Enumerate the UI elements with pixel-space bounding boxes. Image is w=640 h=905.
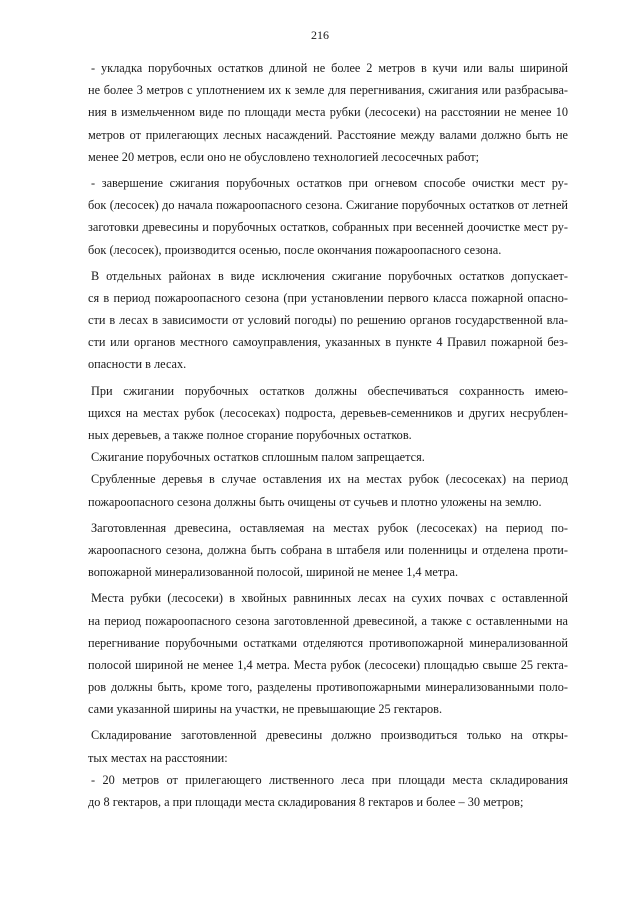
page-number: 216	[311, 28, 329, 42]
text-line: сти или органов местного самоуправления, указанных в пункте 4 Правил пожарной без-	[88, 335, 568, 350]
text-line: на период пожароопасного сезона заготовленной древесиной, а также с оставленными на	[88, 613, 568, 628]
paragraph	[88, 468, 568, 512]
text-line: сами указанной ширины на участки, не превышающие 25 гектаров.	[88, 702, 443, 717]
text-line: - завершение сжигания порубочных остатков при огневом способе очистки мест ру-	[91, 175, 568, 190]
paragraph	[88, 769, 568, 813]
text-line: бок (лесосек), производится осенью, после окончания пожароопасного сезона.	[88, 242, 502, 257]
paragraph	[88, 57, 568, 168]
text-line: В отдельных районах в виде исключения сжигание порубочных остатков допускает-	[91, 268, 568, 283]
paragraph	[88, 446, 568, 468]
text-line: полосой шириной не менее 1,4 метра. Места рубок (лесосеки) площадью свыше 25 гекта-	[88, 657, 568, 672]
text-line: щихся на местах рубок (лесосеках) подроста, деревьев-семенников и других несрублен-	[88, 405, 568, 420]
text-line: Сжигание порубочных остатков сплошным палом запрещается.	[91, 450, 425, 465]
paragraph	[88, 380, 568, 447]
text-line: Складирование заготовленной древесины должно производиться только на откры-	[91, 728, 568, 743]
text-line: менее 20 метров, если оно не обусловлено технологией лесосечных работ;	[88, 149, 480, 164]
paragraph	[88, 517, 568, 584]
text-line: сти в лесах в зависимости от условий погоды) по решению органов государственной вла-	[88, 313, 568, 328]
text-line: ния в измельченном виде по площади места рубки (лесосеки) на расстоянии не менее 10	[88, 105, 568, 120]
text-line: не более 3 метров с уплотнением их к земле для перегнивания, сжигания или разбрасыва-	[88, 83, 568, 98]
text-line: жароопасного сезона, должна быть собрана в штабеля или поленницы и отделена проти-	[88, 542, 568, 557]
paragraph	[88, 724, 568, 768]
text-line: перегнивание порубочными остатками отделяются противопожарной минерализованной	[88, 635, 568, 650]
paragraph	[88, 265, 568, 376]
text-line: вопожарной минерализованной полосой, шириной не менее 1,4 метра.	[88, 565, 459, 580]
text-line: - укладка порубочных остатков длиной не более 2 метров в кучи или валы шириной	[91, 61, 568, 75]
text-line: метров от прилегающих лесных насаждений. Расстояние между валами должно быть не	[88, 127, 568, 142]
text-line: пожароопасного сезона должны быть очищены от сучьев и плотно уложены на землю.	[88, 494, 542, 509]
text-line: бок (лесосек) до начала пожароопасного сезона. Сжигание порубочных остатков от летней	[88, 198, 568, 213]
text-line: Места рубки (лесосеки) в хвойных равнинных лесах на сухих почвах с оставленной	[91, 591, 568, 606]
paragraph	[88, 587, 568, 720]
text-line: При сжигании порубочных остатков должны обеспечиваться сохранность имею-	[91, 383, 568, 398]
paragraph	[88, 172, 568, 261]
text-line: ров должны быть, кроме того, разделены противопожарными минерализованными поло-	[88, 680, 568, 695]
text-line: ных деревьев, а также полное сгорание порубочных остатков.	[88, 428, 412, 442]
text-line: ся в период пожароопасного сезона (при установлении первого класса пожарной опасно-	[88, 290, 568, 305]
document-body	[88, 57, 568, 813]
text-line: - 20 метров от прилегающего лиственного леса при площади места складирования	[91, 772, 568, 787]
text-line: опасности в лесах.	[88, 357, 187, 372]
text-line: Заготовленная древесина, оставляемая на местах рубок (лесосеках) на период по-	[91, 520, 568, 535]
text-line: заготовки древесины и порубочных остатков, собранных при весенней доочистке мест ру-	[88, 220, 568, 235]
text-line: до 8 гектаров, а при площади места складирования 8 гектаров и более – 30 метров;	[88, 795, 524, 809]
text-line: тых местах на расстоянии:	[88, 750, 228, 765]
text-line: Срубленные деревья в случае оставления их на местах рубок (лесосеках) на период	[91, 472, 568, 487]
